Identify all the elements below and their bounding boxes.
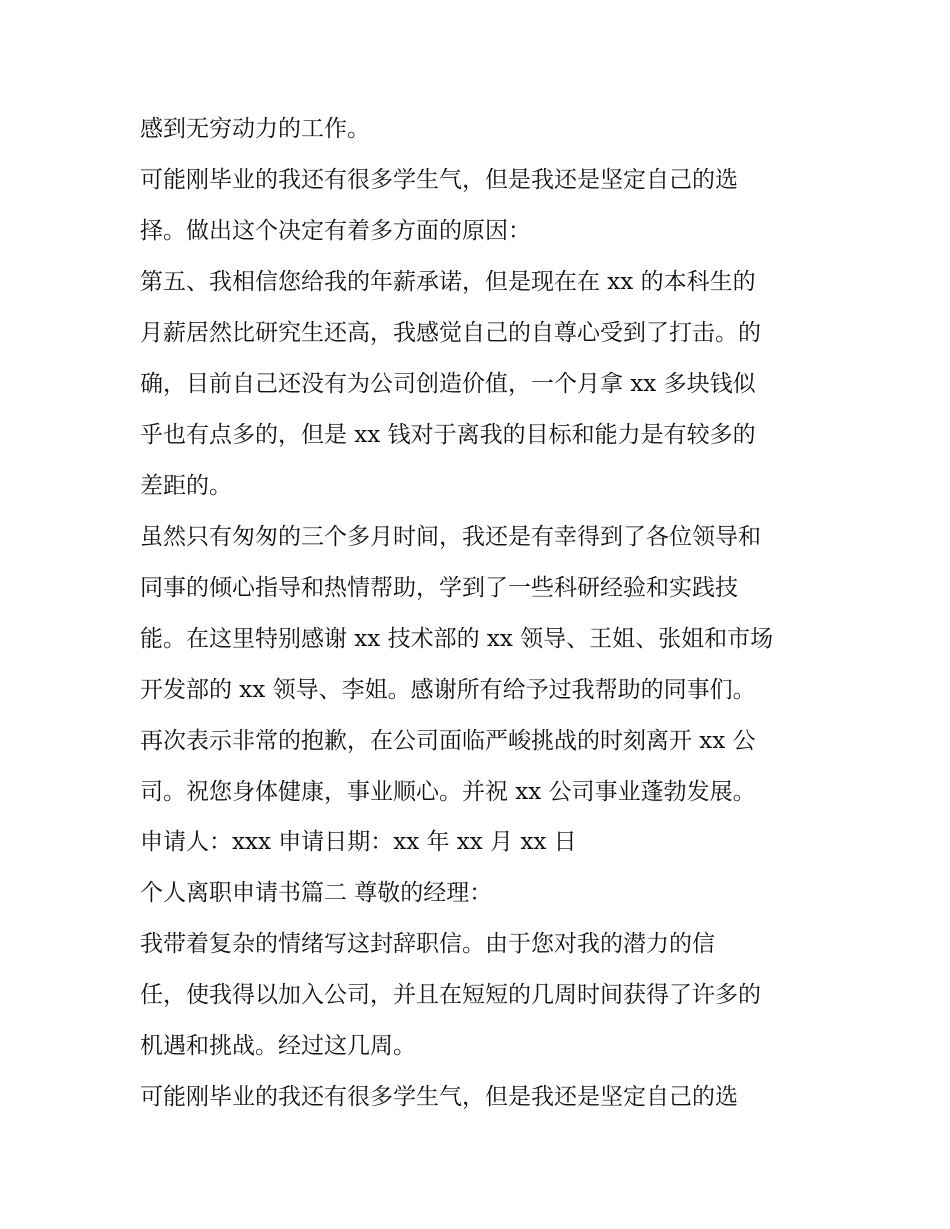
text-line: 机遇和挑战。经过这几周。 [140,1033,416,1059]
text-line: 再次表示非常的抱歉，在公司面临严峻挑战的时刻离开 xx 公 [140,728,756,754]
text-line: 同事的倾心指导和热情帮助，学到了一些科研经验和实践技 [140,575,738,601]
text-line: 任，使我得以加入公司，并且在短短的几周时间获得了许多的 [140,982,761,1008]
text-line: 可能刚毕业的我还有很多学生气，但是我还是坚定自己的选 [140,1084,738,1110]
text-line: 司。祝您身体健康，事业顺心。并祝 xx 公司事业蓬勃发展。 [140,779,756,805]
text-line: 虽然只有匆匆的三个多月时间，我还是有幸得到了各位领导和 [140,524,761,550]
text-line: 确，目前自己还没有为公司创造价值，一个月拿 xx 多块钱似 [140,371,756,397]
text-line: 能。在这里特别感谢 xx 技术部的 xx 领导、王姐、张姐和市场 [140,626,774,652]
text-line: 可能刚毕业的我还有很多学生气，但是我还是坚定自己的选 [140,167,738,193]
signature-line: 申请人：xxx 申请日期：xx 年 xx 月 xx 日 [140,829,577,855]
text-line: 开发部的 xx 领导、李姐。感谢所有给予过我帮助的同事们。 [140,677,756,703]
text-line: 我带着复杂的情绪写这封辞职信。由于您对我的潜力的信 [140,931,715,957]
text-line: 月薪居然比研究生还高，我感觉自己的自尊心受到了打击。的 [140,320,761,346]
section-heading: 个人离职申请书篇二 尊敬的经理： [140,880,493,906]
text-line: 择。做出这个决定有着多方面的原因： [140,218,531,244]
text-line: 差距的。 [140,473,232,499]
text-line: 乎也有点多的，但是 xx 钱对于离我的目标和能力是有较多的 [140,422,756,448]
text-line: 感到无穷动力的工作。 [140,116,370,142]
text-line: 第五、我相信您给我的年薪承诺，但是现在在 xx 的本科生的 [140,269,756,295]
